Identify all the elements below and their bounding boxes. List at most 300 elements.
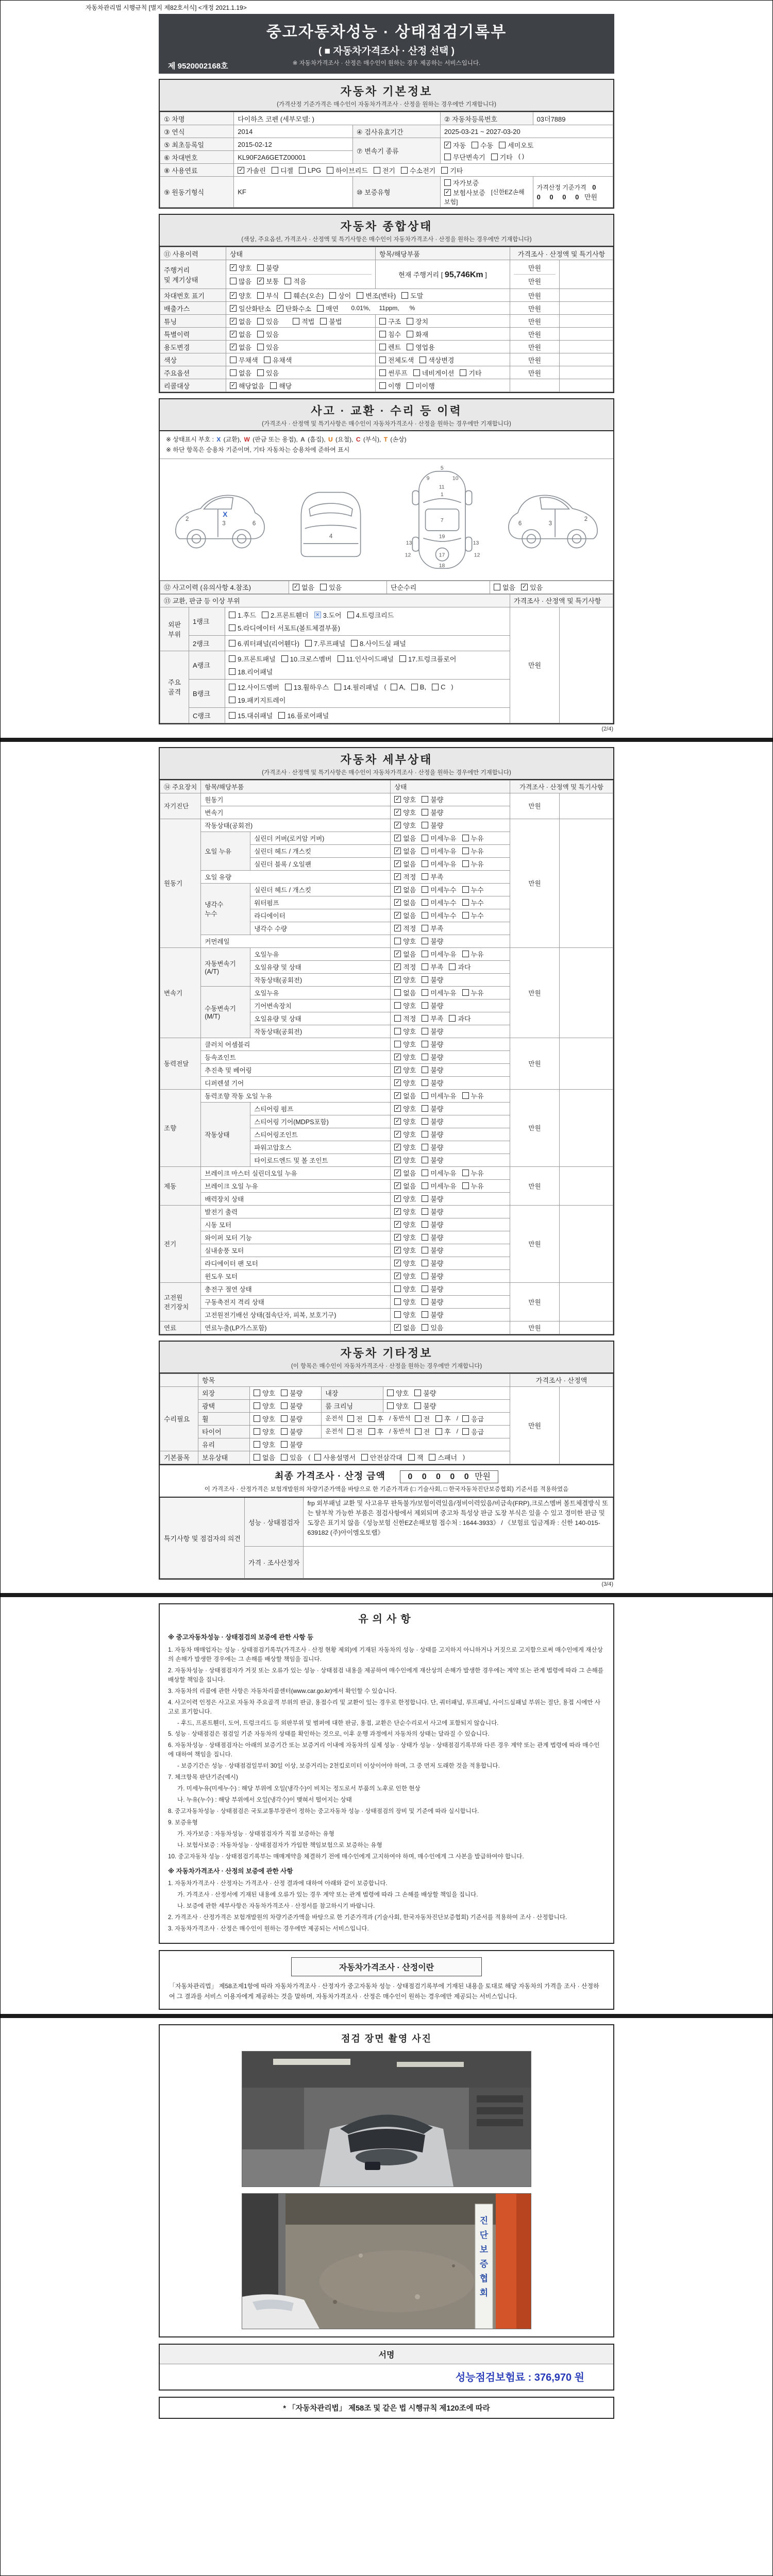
- checkbox[interactable]: [422, 1208, 428, 1215]
- checkbox[interactable]: [422, 989, 428, 996]
- checkbox-option[interactable]: [257, 368, 279, 378]
- checkbox[interactable]: [462, 860, 469, 867]
- checkbox[interactable]: [472, 142, 478, 148]
- checkbox[interactable]: [422, 1041, 428, 1047]
- checkbox-option[interactable]: [422, 1026, 443, 1036]
- checkbox-option[interactable]: [230, 342, 251, 352]
- checkbox-option[interactable]: [415, 1427, 430, 1436]
- checkbox-option[interactable]: [379, 342, 401, 352]
- checkbox-option[interactable]: [394, 885, 416, 894]
- checkbox-option[interactable]: [334, 682, 378, 692]
- checkbox-option[interactable]: [422, 1142, 443, 1152]
- checkbox[interactable]: [394, 1195, 401, 1202]
- checkbox-option[interactable]: [257, 342, 279, 352]
- checkbox[interactable]: [462, 1170, 469, 1176]
- checkbox[interactable]: [394, 1311, 401, 1318]
- checkbox-option[interactable]: [230, 355, 258, 365]
- checkbox-option[interactable]: [281, 1452, 303, 1462]
- checkbox[interactable]: [444, 154, 451, 160]
- checkbox[interactable]: [305, 640, 312, 647]
- checkbox-option[interactable]: [394, 820, 416, 830]
- checkbox-option[interactable]: [394, 910, 416, 920]
- checkbox[interactable]: [229, 612, 236, 618]
- checkbox-option[interactable]: [394, 1013, 416, 1023]
- checkbox-option[interactable]: [257, 291, 279, 300]
- checkbox-option[interactable]: [254, 1388, 275, 1398]
- checkbox[interactable]: [422, 848, 428, 854]
- checkbox-option[interactable]: [379, 329, 401, 339]
- checkbox-option[interactable]: [462, 846, 484, 856]
- checkbox[interactable]: [422, 1131, 428, 1138]
- checkbox[interactable]: [394, 1002, 401, 1009]
- checkbox[interactable]: [394, 822, 401, 828]
- checkbox-option[interactable]: [394, 1245, 416, 1255]
- checkbox[interactable]: [230, 369, 237, 376]
- checkbox[interactable]: [394, 1247, 401, 1253]
- checkbox[interactable]: [422, 938, 428, 944]
- checkbox[interactable]: [368, 1428, 375, 1435]
- checkbox-option[interactable]: [422, 1091, 456, 1100]
- checkbox[interactable]: [394, 989, 401, 996]
- checkbox[interactable]: [394, 1285, 401, 1292]
- checkbox[interactable]: [334, 684, 341, 690]
- checkbox-option[interactable]: [422, 1104, 443, 1113]
- checkbox-option[interactable]: [422, 1052, 443, 1062]
- checkbox-option[interactable]: [491, 152, 513, 162]
- checkbox-option[interactable]: [374, 165, 395, 175]
- checkbox[interactable]: [394, 1144, 401, 1150]
- checkbox-option[interactable]: [408, 1452, 424, 1462]
- checkbox[interactable]: [432, 684, 439, 690]
- checkbox[interactable]: [422, 1311, 428, 1318]
- checkbox[interactable]: [285, 684, 292, 690]
- checkbox[interactable]: [422, 925, 428, 931]
- checkbox-option[interactable]: [462, 897, 484, 907]
- checkbox-option[interactable]: [394, 1271, 416, 1281]
- checkbox-option[interactable]: [422, 1129, 443, 1139]
- checkbox[interactable]: [284, 292, 291, 299]
- checkbox[interactable]: [415, 1428, 422, 1435]
- checkbox-option[interactable]: [422, 859, 456, 869]
- checkbox[interactable]: [394, 1260, 401, 1266]
- checkbox-option[interactable]: [494, 582, 515, 592]
- checkbox-option[interactable]: [499, 140, 533, 150]
- checkbox[interactable]: [419, 357, 426, 363]
- checkbox-option[interactable]: [422, 1194, 443, 1204]
- checkbox-option[interactable]: [272, 165, 293, 175]
- checkbox-option[interactable]: [230, 368, 251, 378]
- checkbox[interactable]: [422, 1105, 428, 1112]
- checkbox-option[interactable]: [254, 1414, 275, 1423]
- checkbox-option[interactable]: [229, 638, 299, 648]
- checkbox-option[interactable]: [422, 1013, 443, 1023]
- checkbox-option[interactable]: [422, 1245, 443, 1255]
- checkbox[interactable]: [422, 1234, 428, 1241]
- checkbox-option[interactable]: [338, 654, 394, 664]
- checkbox[interactable]: [394, 1208, 401, 1215]
- checkbox-option[interactable]: [394, 1039, 416, 1049]
- checkbox[interactable]: [379, 331, 386, 337]
- checkbox[interactable]: [329, 292, 336, 299]
- checkbox-option[interactable]: [462, 1181, 484, 1191]
- checkbox-option[interactable]: [415, 1414, 430, 1423]
- checkbox[interactable]: [462, 848, 469, 854]
- checkbox[interactable]: [394, 1015, 401, 1022]
- checkbox[interactable]: [351, 640, 358, 647]
- checkbox-option[interactable]: [413, 368, 455, 378]
- checkbox[interactable]: [462, 899, 469, 906]
- checkbox[interactable]: [230, 318, 237, 325]
- checkbox-option[interactable]: [278, 710, 329, 720]
- checkbox[interactable]: [229, 640, 236, 647]
- checkbox[interactable]: [407, 382, 413, 389]
- checkbox-option[interactable]: [422, 1065, 443, 1075]
- checkbox-option[interactable]: [394, 1104, 416, 1113]
- checkbox-option[interactable]: [435, 1427, 451, 1436]
- checkbox-option[interactable]: [293, 582, 314, 592]
- checkbox-option[interactable]: [347, 1414, 363, 1423]
- checkbox-option[interactable]: [407, 329, 428, 339]
- checkbox-option[interactable]: [422, 897, 456, 907]
- checkbox-option[interactable]: [327, 165, 368, 175]
- checkbox[interactable]: [368, 1415, 375, 1422]
- checkbox[interactable]: [408, 1454, 415, 1461]
- checkbox-option[interactable]: [387, 1401, 409, 1411]
- checkbox-option[interactable]: [387, 1388, 409, 1398]
- checkbox[interactable]: [394, 1273, 401, 1279]
- checkbox[interactable]: [491, 154, 498, 160]
- checkbox-option[interactable]: [422, 1078, 443, 1088]
- checkbox-option[interactable]: [257, 276, 279, 286]
- checkbox[interactable]: [281, 1454, 288, 1461]
- checkbox-option[interactable]: [314, 1452, 356, 1462]
- checkbox-option[interactable]: [394, 794, 416, 804]
- checkbox-option[interactable]: [422, 1001, 443, 1010]
- checkbox-option[interactable]: [394, 1091, 416, 1100]
- checkbox-option[interactable]: [262, 610, 309, 620]
- checkbox[interactable]: [281, 655, 288, 662]
- checkbox[interactable]: [320, 584, 327, 590]
- checkbox[interactable]: [387, 1389, 394, 1396]
- checkbox-option[interactable]: [379, 381, 401, 391]
- checkbox-option[interactable]: [277, 303, 311, 313]
- checkbox[interactable]: [394, 835, 401, 841]
- checkbox-option[interactable]: [401, 291, 423, 300]
- checkbox[interactable]: [462, 1092, 469, 1099]
- checkbox[interactable]: [229, 697, 236, 703]
- checkbox[interactable]: [394, 1054, 401, 1060]
- checkbox[interactable]: [357, 292, 363, 299]
- checkbox[interactable]: [394, 1066, 401, 1073]
- checkbox-option[interactable]: [320, 316, 342, 326]
- checkbox[interactable]: [462, 989, 469, 996]
- checkbox-option[interactable]: [394, 1052, 416, 1062]
- checkbox-option[interactable]: [422, 936, 443, 946]
- checkbox[interactable]: [257, 318, 264, 325]
- checkbox[interactable]: [257, 278, 264, 284]
- checkbox-option[interactable]: [264, 355, 292, 365]
- checkbox[interactable]: [449, 963, 456, 970]
- checkbox[interactable]: [277, 305, 283, 312]
- checkbox[interactable]: [254, 1441, 260, 1448]
- checkbox[interactable]: [257, 264, 264, 271]
- checkbox[interactable]: [422, 1195, 428, 1202]
- checkbox-option[interactable]: [270, 381, 292, 391]
- checkbox-option[interactable]: [394, 975, 416, 985]
- checkbox[interactable]: [317, 305, 324, 312]
- checkbox[interactable]: [394, 1131, 401, 1138]
- checkbox-option[interactable]: [284, 276, 306, 286]
- checkbox-option[interactable]: [521, 582, 543, 592]
- checkbox[interactable]: [257, 344, 264, 350]
- checkbox-option[interactable]: [394, 1219, 416, 1229]
- checkbox[interactable]: [422, 912, 428, 919]
- checkbox[interactable]: [422, 1028, 428, 1035]
- checkbox-option[interactable]: [394, 1323, 416, 1332]
- checkbox[interactable]: [254, 1402, 260, 1409]
- checkbox-option[interactable]: [394, 1142, 416, 1152]
- checkbox-option[interactable]: [394, 1129, 416, 1139]
- checkbox[interactable]: [270, 382, 277, 389]
- checkbox[interactable]: [521, 584, 528, 590]
- checkbox[interactable]: [230, 264, 237, 271]
- checkbox-option[interactable]: [422, 872, 443, 882]
- checkbox[interactable]: [230, 305, 237, 312]
- checkbox-option[interactable]: [444, 140, 466, 150]
- checkbox[interactable]: [422, 1260, 428, 1266]
- checkbox-option[interactable]: [257, 316, 279, 326]
- checkbox[interactable]: [435, 1415, 442, 1422]
- checkbox-option[interactable]: [422, 975, 443, 985]
- checkbox[interactable]: [394, 925, 401, 931]
- checkbox[interactable]: [462, 912, 469, 919]
- checkbox-option[interactable]: [422, 807, 443, 817]
- checkbox[interactable]: [460, 369, 466, 376]
- checkbox-option[interactable]: [229, 654, 276, 664]
- checkbox[interactable]: [422, 1054, 428, 1060]
- checkbox[interactable]: [422, 1079, 428, 1086]
- checkbox[interactable]: [422, 835, 428, 841]
- checkbox-option[interactable]: [422, 1310, 443, 1319]
- checkbox-option[interactable]: [230, 303, 271, 313]
- checkbox[interactable]: [422, 1118, 428, 1125]
- checkbox[interactable]: [422, 1157, 428, 1163]
- checkbox-option[interactable]: [422, 962, 443, 972]
- checkbox[interactable]: [462, 1415, 469, 1422]
- checkbox[interactable]: [422, 796, 428, 803]
- checkbox-option[interactable]: [230, 291, 251, 300]
- checkbox[interactable]: [401, 167, 408, 174]
- checkbox[interactable]: [444, 179, 451, 186]
- checkbox[interactable]: [284, 278, 291, 284]
- checkbox-option[interactable]: [414, 1388, 436, 1398]
- checkbox[interactable]: [394, 912, 401, 919]
- checkbox-option[interactable]: [281, 1414, 303, 1423]
- checkbox[interactable]: [422, 873, 428, 880]
- checkbox[interactable]: [278, 712, 285, 719]
- checkbox[interactable]: [281, 1441, 288, 1448]
- checkbox-option[interactable]: [411, 683, 426, 691]
- checkbox-option[interactable]: [394, 859, 416, 869]
- checkbox-option[interactable]: [462, 949, 484, 959]
- checkbox-option[interactable]: [407, 342, 435, 352]
- checkbox[interactable]: [379, 382, 386, 389]
- checkbox[interactable]: [394, 1105, 401, 1112]
- checkbox-option[interactable]: [462, 833, 484, 843]
- checkbox[interactable]: [394, 1221, 401, 1228]
- checkbox[interactable]: [264, 357, 271, 363]
- checkbox[interactable]: [435, 1428, 442, 1435]
- checkbox-option[interactable]: [422, 1271, 443, 1281]
- checkbox[interactable]: [281, 1389, 288, 1396]
- checkbox[interactable]: [374, 167, 380, 174]
- checkbox[interactable]: [257, 369, 264, 376]
- checkbox-option[interactable]: [462, 1168, 484, 1178]
- checkbox-option[interactable]: [429, 1452, 457, 1462]
- checkbox-option[interactable]: [379, 368, 408, 378]
- checkbox[interactable]: [394, 1041, 401, 1047]
- checkbox[interactable]: [422, 886, 428, 893]
- checkbox-option[interactable]: [422, 910, 456, 920]
- checkbox-option[interactable]: [422, 1207, 443, 1216]
- checkbox[interactable]: [422, 809, 428, 816]
- checkbox[interactable]: [407, 344, 413, 350]
- checkbox[interactable]: [414, 1389, 421, 1396]
- checkbox[interactable]: [422, 1324, 428, 1331]
- checkbox[interactable]: [394, 1157, 401, 1163]
- checkbox-option[interactable]: [435, 1414, 451, 1423]
- checkbox[interactable]: [414, 1402, 421, 1409]
- checkbox[interactable]: [415, 1415, 422, 1422]
- checkbox[interactable]: [394, 809, 401, 816]
- checkbox[interactable]: [399, 655, 406, 662]
- checkbox[interactable]: [229, 712, 236, 719]
- checkbox[interactable]: [314, 612, 321, 618]
- checkbox-option[interactable]: [422, 949, 456, 959]
- checkbox-option[interactable]: [229, 695, 285, 705]
- checkbox-option[interactable]: [394, 1194, 416, 1204]
- checkbox[interactable]: [422, 1015, 428, 1022]
- checkbox[interactable]: [394, 886, 401, 893]
- checkbox-option[interactable]: [254, 1439, 275, 1449]
- checkbox-option[interactable]: [317, 303, 339, 313]
- checkbox-option[interactable]: [257, 263, 279, 273]
- checkbox-option[interactable]: [254, 1401, 275, 1411]
- checkbox[interactable]: [394, 1324, 401, 1331]
- checkbox[interactable]: [462, 886, 469, 893]
- checkbox-option[interactable]: [462, 859, 484, 869]
- checkbox[interactable]: [254, 1389, 260, 1396]
- checkbox-option[interactable]: [230, 263, 251, 273]
- checkbox[interactable]: [394, 899, 401, 906]
- checkbox-option[interactable]: [422, 820, 443, 830]
- checkbox[interactable]: [347, 1415, 354, 1422]
- checkbox-option[interactable]: [401, 165, 435, 175]
- checkbox-option[interactable]: [394, 1297, 416, 1307]
- checkbox-option[interactable]: [394, 872, 416, 882]
- checkbox[interactable]: [394, 1028, 401, 1035]
- checkbox[interactable]: [429, 1454, 435, 1461]
- checkbox-option[interactable]: [299, 166, 321, 174]
- checkbox[interactable]: [327, 167, 333, 174]
- checkbox[interactable]: [422, 1285, 428, 1292]
- checkbox[interactable]: [230, 382, 237, 389]
- checkbox-option[interactable]: [394, 1065, 416, 1075]
- checkbox-option[interactable]: [394, 988, 416, 997]
- checkbox[interactable]: [254, 1454, 260, 1461]
- checkbox-option[interactable]: [391, 683, 406, 691]
- checkbox-option[interactable]: [394, 1001, 416, 1010]
- checkbox[interactable]: [444, 142, 451, 148]
- checkbox-option[interactable]: [394, 1310, 416, 1319]
- checkbox-option[interactable]: [305, 638, 345, 648]
- checkbox[interactable]: [229, 624, 236, 631]
- checkbox-option[interactable]: [394, 1026, 416, 1036]
- checkbox-option[interactable]: [399, 654, 456, 664]
- checkbox-option[interactable]: [419, 355, 454, 365]
- checkbox-option[interactable]: [229, 682, 279, 692]
- checkbox[interactable]: [338, 655, 344, 662]
- checkbox-option[interactable]: [422, 1219, 443, 1229]
- checkbox-option[interactable]: [444, 178, 479, 188]
- checkbox-option[interactable]: [281, 1427, 303, 1436]
- checkbox-option[interactable]: [422, 1258, 443, 1268]
- checkbox-option[interactable]: [229, 623, 340, 633]
- checkbox-option[interactable]: [444, 188, 485, 197]
- checkbox[interactable]: [229, 655, 236, 662]
- checkbox[interactable]: [494, 584, 500, 590]
- checkbox-option[interactable]: [472, 140, 493, 150]
- checkbox[interactable]: [422, 1273, 428, 1279]
- checkbox-option[interactable]: [379, 355, 414, 365]
- checkbox[interactable]: [254, 1428, 260, 1435]
- checkbox-option[interactable]: [422, 1155, 443, 1165]
- checkbox-option[interactable]: [444, 152, 485, 162]
- checkbox[interactable]: [449, 1015, 456, 1022]
- checkbox[interactable]: [499, 142, 506, 148]
- checkbox[interactable]: [413, 369, 420, 376]
- checkbox-option[interactable]: [394, 807, 416, 817]
- checkbox[interactable]: [422, 1170, 428, 1176]
- checkbox-option[interactable]: [394, 897, 416, 907]
- checkbox-option[interactable]: [462, 1414, 484, 1423]
- checkbox-option[interactable]: [394, 1155, 416, 1165]
- checkbox[interactable]: [257, 331, 264, 337]
- checkbox-option[interactable]: [394, 1258, 416, 1268]
- checkbox[interactable]: [394, 1298, 401, 1305]
- checkbox[interactable]: [422, 1182, 428, 1189]
- checkbox[interactable]: [238, 167, 244, 174]
- checkbox[interactable]: [230, 292, 237, 299]
- checkbox[interactable]: [379, 369, 386, 376]
- checkbox-option[interactable]: [347, 610, 394, 620]
- checkbox[interactable]: [422, 951, 428, 957]
- checkbox[interactable]: [230, 331, 237, 337]
- checkbox[interactable]: [422, 860, 428, 867]
- checkbox[interactable]: [230, 357, 237, 363]
- checkbox[interactable]: [391, 684, 397, 690]
- checkbox-option[interactable]: [422, 1323, 443, 1332]
- checkbox-option[interactable]: [422, 1116, 443, 1126]
- checkbox-option[interactable]: [422, 923, 443, 933]
- checkbox[interactable]: [422, 1092, 428, 1099]
- checkbox[interactable]: [407, 318, 413, 325]
- checkbox[interactable]: [462, 951, 469, 957]
- checkbox-option[interactable]: [361, 1452, 402, 1462]
- checkbox[interactable]: [314, 1454, 321, 1461]
- checkbox[interactable]: [394, 1234, 401, 1241]
- checkbox-option[interactable]: [229, 667, 273, 676]
